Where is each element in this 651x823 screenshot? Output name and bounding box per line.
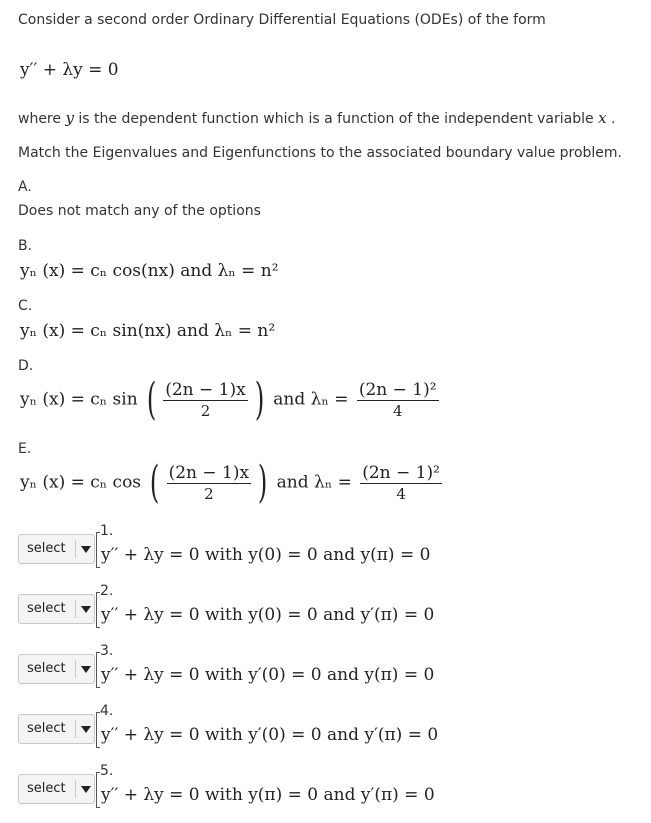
option-d-lambda — [357, 380, 439, 421]
option-e-lhs: yₙ (x) = cₙ cos — [20, 472, 142, 493]
option-e-and: and λₙ = — [276, 472, 352, 493]
problem-3-number: 3. — [100, 643, 114, 659]
select-label: select — [27, 661, 66, 676]
where-pre: where — [18, 111, 66, 127]
select-label: select — [27, 781, 66, 796]
option-e-lam-den: 4 — [396, 484, 406, 503]
option-d-frac-num: (2n − 1)x — [165, 379, 246, 400]
option-d-math — [20, 374, 442, 425]
problem-5-select[interactable] — [18, 774, 95, 804]
option-d-frac-den: 2 — [200, 401, 211, 420]
problem-2-number: 2. — [100, 583, 114, 599]
option-e-label: E. — [18, 441, 32, 457]
option-d-label: D. — [18, 358, 34, 374]
select-divider — [75, 780, 76, 798]
problem-4-number: 4. — [100, 703, 114, 719]
option-b-math: yₙ (x) = cₙ cos(nx) and λₙ = n² — [20, 261, 279, 281]
problem-1-select[interactable] — [18, 534, 95, 564]
option-c-math: yₙ (x) = cₙ sin(nx) and λₙ = n² — [20, 321, 276, 341]
problem-1-equation: y′′ + λy = 0 with y(0) = 0 and y(π) = 0 — [101, 545, 431, 565]
option-c-label: C. — [18, 298, 33, 314]
where-x: x — [598, 109, 607, 127]
where-y: y — [65, 109, 74, 127]
option-b-label: B. — [18, 238, 33, 254]
ode-equation: y′′ + λy = 0 — [20, 60, 119, 80]
problem-5-bracket — [96, 772, 100, 808]
option-d-lam-den: 4 — [392, 401, 403, 420]
option-a-label: A. — [18, 179, 32, 195]
match-instruction: Match the Eigenvalues and Eigenfunctions to the associated boundary value problem. — [18, 145, 623, 161]
dropdown-arrow-icon — [81, 786, 91, 793]
select-divider — [75, 660, 76, 678]
select-label: select — [27, 541, 66, 556]
select-label: select — [27, 721, 66, 736]
option-d-and: and λₙ = — [273, 389, 349, 410]
option-e-math — [20, 457, 445, 508]
option-e-frac-den: 2 — [204, 484, 214, 503]
right-paren: ) — [257, 457, 268, 508]
option-d-fraction — [163, 380, 247, 421]
dropdown-arrow-icon — [81, 606, 91, 613]
problem-4-bracket — [96, 712, 100, 748]
option-e-lambda — [360, 463, 442, 504]
problem-2-equation: y′′ + λy = 0 with y(0) = 0 and y′(π) = 0 — [101, 605, 435, 625]
problem-3-select[interactable] — [18, 654, 95, 684]
select-label: select — [27, 601, 66, 616]
right-paren: ) — [254, 374, 265, 425]
intro-text: Consider a second order Ordinary Differential Equations (ODEs) of the form — [18, 12, 546, 28]
option-e-frac-num: (2n − 1)x — [168, 462, 250, 483]
select-divider — [75, 600, 76, 618]
problem-3-bracket — [96, 652, 100, 688]
option-e-lam-num: (2n − 1)² — [362, 462, 440, 483]
problem-5-number: 5. — [100, 763, 114, 779]
problem-1-number: 1. — [100, 523, 114, 539]
problem-2-bracket — [96, 592, 100, 628]
problem-4-equation: y′′ + λy = 0 with y′(0) = 0 and y′(π) = 0 — [101, 725, 439, 745]
option-a-text: Does not match any of the options — [18, 203, 261, 219]
dropdown-arrow-icon — [81, 546, 91, 553]
problem-3-equation: y′′ + λy = 0 with y′(0) = 0 and y(π) = 0 — [101, 665, 435, 685]
where-end: . — [606, 111, 616, 127]
problem-2-select[interactable] — [18, 594, 95, 624]
problem-1-bracket — [96, 532, 100, 568]
problem-5-equation: y′′ + λy = 0 with y(π) = 0 and y′(π) = 0 — [101, 785, 435, 805]
select-divider — [75, 720, 76, 738]
problem-4-select[interactable] — [18, 714, 95, 744]
option-d-lam-num: (2n − 1)² — [358, 379, 437, 400]
dropdown-arrow-icon — [81, 666, 91, 673]
left-paren: ( — [146, 374, 157, 425]
where-text — [18, 109, 615, 127]
select-divider — [75, 540, 76, 558]
dropdown-arrow-icon — [81, 726, 91, 733]
where-mid: is the dependent function which is a function of the independent variable — [73, 111, 599, 127]
left-paren: ( — [150, 457, 160, 508]
option-d-lhs: yₙ (x) = cₙ sin — [20, 389, 138, 410]
option-e-fraction — [167, 463, 251, 504]
